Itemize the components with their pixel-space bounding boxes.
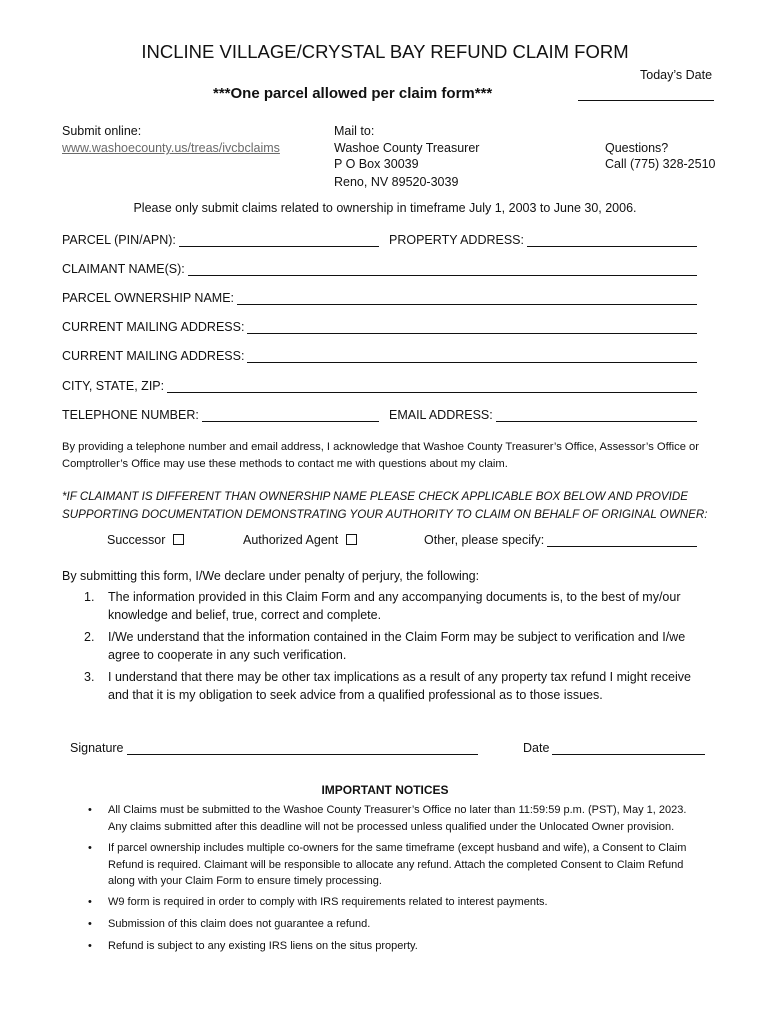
authorized-agent-label: Authorized Agent — [243, 533, 339, 547]
todays-date-label: Today’s Date — [640, 68, 713, 82]
declaration-number-3: 3. — [84, 670, 95, 684]
todays-date-line[interactable] — [578, 100, 714, 101]
consent-line2: Comptroller’s Office may use these methods to contact me with questions about my claim. — [62, 458, 508, 470]
declaration-2-line1: I/We understand that the information contained in the Claim Form may be subject to verification and I/we — [108, 630, 686, 644]
email-label: EMAIL ADDRESS: — [389, 408, 493, 422]
notice-2-line2: Refund is required. Claimant will be responsible to allocate any refund. Attach the completed Consent to Claim Refund — [108, 859, 684, 871]
notice-1-line2: Any claims submitted after this deadline will not be processed unless qualified under the Unlocated Owner provision. — [108, 821, 675, 833]
telephone-label: TELEPHONE NUMBER: — [62, 408, 199, 422]
notice-bullet-3: • — [88, 896, 92, 908]
declaration-3-line1: I understand that there may be other tax implications as a result of any property tax refund I might receive — [108, 670, 691, 684]
notice-4-line1: Submission of this claim does not guarantee a refund. — [108, 918, 371, 930]
mailing-address-field-1[interactable] — [62, 320, 697, 334]
signature-field[interactable] — [70, 741, 478, 755]
successor-label: Successor — [107, 533, 166, 547]
other-specify-label: Other, please specify: — [424, 533, 545, 547]
notices-title: IMPORTANT NOTICES — [321, 783, 449, 797]
declaration-2-line2: agree to cooperate in any such verification. — [108, 648, 347, 662]
property-address-label: PROPERTY ADDRESS: — [389, 233, 524, 247]
notice-bullet-1: • — [88, 804, 92, 816]
telephone-field[interactable] — [62, 408, 379, 422]
submit-online-label: Submit online: — [62, 124, 142, 138]
mail-address-line3: Reno, NV 89520-3039 — [334, 175, 459, 189]
declaration-1-line2: knowledge and belief, true, correct and complete. — [108, 608, 382, 622]
mailing-address-label-1: CURRENT MAILING ADDRESS: — [62, 320, 245, 334]
signature-label: Signature — [70, 741, 124, 755]
city-state-zip-field[interactable] — [62, 379, 697, 393]
form-title: INCLINE VILLAGE/CRYSTAL BAY REFUND CLAIM FORM — [141, 41, 629, 62]
mailing-address-field-2[interactable] — [62, 349, 697, 363]
parcel-note: ***One parcel allowed per claim form*** — [213, 85, 493, 102]
declaration-intro: By submitting this form, I/We declare under penalty of perjury, the following: — [62, 569, 480, 583]
other-specify-field[interactable] — [424, 533, 697, 547]
declaration-number-1: 1. — [84, 590, 95, 604]
claimant-note-line1: *IF CLAIMANT IS DIFFERENT THAN OWNERSHIP NAME PLEASE CHECK APPLICABLE BOX BELOW AND PROVIDE — [62, 490, 688, 503]
parcel-ownership-field[interactable] — [62, 291, 697, 305]
notice-bullet-2: • — [88, 842, 92, 854]
consent-line1: By providing a telephone number and email address, I acknowledge that Washoe County Treasurer’s Office, Assessor’s Office or — [62, 441, 699, 453]
declaration-1-line1: The information provided in this Claim Form and any accompanying documents is, to the best of my/our — [108, 590, 681, 604]
mail-address-line2: P O Box 30039 — [334, 157, 419, 171]
city-state-zip-label: CITY, STATE, ZIP: — [62, 379, 165, 393]
notice-2-line3: along with your Claim Form to ensure timely processing. — [108, 875, 382, 887]
parcel-ownership-label: PARCEL OWNERSHIP NAME: — [62, 291, 235, 305]
email-field[interactable] — [389, 408, 697, 422]
authorized-agent-checkbox[interactable] — [346, 534, 357, 545]
mailing-address-label-2: CURRENT MAILING ADDRESS: — [62, 349, 245, 363]
signature-date-field[interactable] — [523, 741, 705, 755]
notice-bullet-4: • — [88, 918, 92, 930]
notice-1-line1: All Claims must be submitted to the Washoe County Treasurer’s Office no later than 11:59:59 p.m. (PST), May 1, 2023. — [108, 804, 687, 816]
notice-5-line1: Refund is subject to any existing IRS liens on the situs property. — [108, 940, 418, 952]
claimant-note-line2: SUPPORTING DOCUMENTATION DEMONSTRATING YOUR AUTHORITY TO CLAIM ON BEHALF OF ORIGINAL OWNER: — [62, 508, 708, 521]
submit-online-link[interactable]: www.washoecounty.us/treas/ivcbclaims — [62, 141, 280, 155]
property-address-field[interactable] — [389, 233, 697, 247]
mail-address-line1: Washoe County Treasurer — [334, 141, 480, 155]
questions-label: Questions? — [605, 141, 669, 155]
notice-2-line1: If parcel ownership includes multiple co-owners for the same timeframe (except husband and wife), a Consent to Claim — [108, 842, 687, 854]
questions-phone: Call (775) 328-2510 — [605, 157, 716, 171]
notice-bullet-5: • — [88, 940, 92, 952]
claimant-names-label: CLAIMANT NAME(S): — [62, 262, 185, 276]
timeframe-note: Please only submit claims related to ownership in timeframe July 1, 2003 to June 30, 2006. — [133, 201, 637, 215]
declaration-3-line2: and that it is my obligation to seek advice from a qualified professional as to those issues. — [108, 688, 603, 702]
successor-option[interactable] — [107, 533, 184, 547]
successor-checkbox[interactable] — [173, 534, 184, 545]
parcel-label: PARCEL (PIN/APN): — [62, 233, 176, 247]
mail-to-label: Mail to: — [334, 124, 375, 138]
authorized-agent-option[interactable] — [243, 533, 357, 547]
declaration-number-2: 2. — [84, 630, 95, 644]
signature-date-label: Date — [523, 741, 550, 755]
notice-3-line1: W9 form is required in order to comply with IRS requirements related to interest payments. — [108, 896, 548, 908]
claimant-names-field[interactable] — [62, 262, 697, 276]
parcel-field[interactable] — [62, 233, 379, 247]
